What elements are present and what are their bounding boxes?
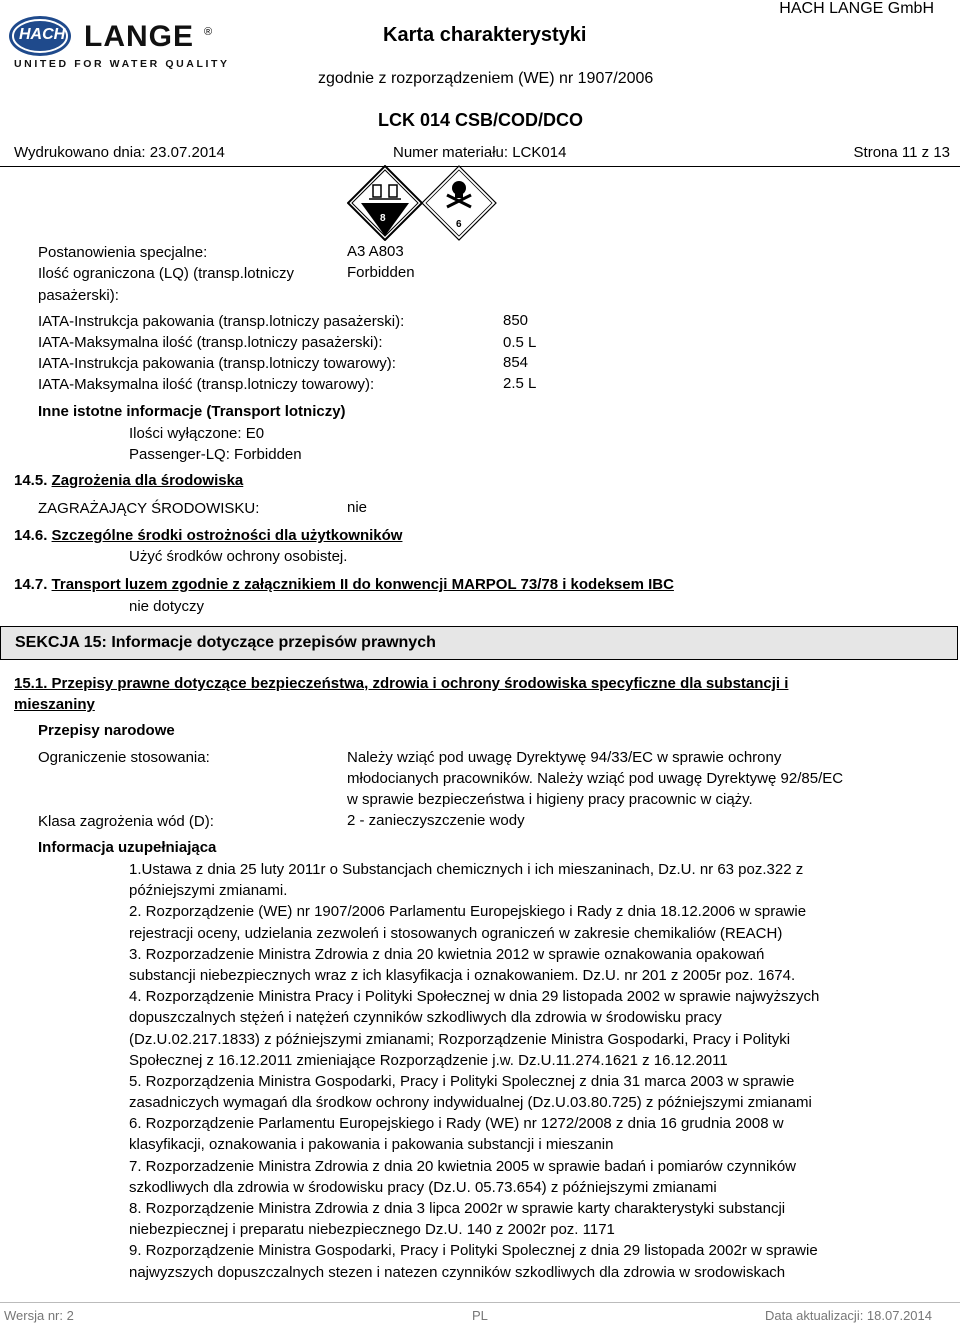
supplementary-line: Społecznej z 16.12.2011 zmieniające Rozporządzenie j.w. Dz.U.11.274.1621 z 16.12.2011 [129,1051,728,1069]
lq-label-2: pasażerski): [38,287,119,304]
section-15-1-line2: mieszaniny [14,696,95,713]
water-class-label: Klasa zagrożenia wód (D): [38,813,214,830]
user-precautions: Użyć środków ochrony osobistej. [129,548,348,565]
iata-label: IATA-Instrukcja pakowania (transp.lotniczy pasażerski): [38,313,405,330]
product-name: LCK 014 CSB/COD/DCO [378,110,584,130]
section-14-6-heading [14,526,402,546]
material-number: Numer materiału: LCK014 [393,144,567,161]
regulation: zgodnie z rozporządzeniem (WE) nr 1907/2006 [318,70,654,87]
section-15-heading: SEKCJA 15: Informacje dotyczące przepisów prawnych [15,634,436,651]
print-date: Wydrukowano dnia: 23.07.2014 [14,144,225,161]
national-regulations: Przepisy narodowe [38,722,175,739]
restriction-line: w sprawie bezpieczeństwa i higieny pracy pracownic w ciąży. [347,791,753,808]
section-title: Transport luzem zgodnie z załącznikiem II do konwencji MARPOL 73/78 i kodeksem IBC [51,576,674,593]
iata-label: IATA-Maksymalna ilość (transp.lotniczy towarowy): [38,376,375,393]
supplementary-line: 9. Rozporządzenie Ministra Gospodarki, Pracy i Polityki Spolecznej z dnia 29 listopada 2002r w sprawie [129,1242,818,1260]
supplementary-line: klasyfikacji, oznakowania i pakowania i pakowania substancji i mieszanin [129,1136,614,1154]
supplementary-heading: Informacja uzupełniająca [38,839,217,856]
supplementary-line: najwyzszych dopuszczalnych stezen i natezen czynników szkodliwych dla zdrowia w srodowiskach [129,1263,786,1281]
footer-version: Wersja nr: 2 [4,1308,74,1323]
footer-updated: Data aktualizacji: 18.07.2014 [765,1308,932,1323]
section-title: Szczególne środki ostrożności dla użytkowników [51,527,403,544]
supplementary-line: szkodliwych dla zdrowia w środowisku pracy (Dz.U. 05.73.654) z późniejszymi zmianami [129,1178,717,1196]
supplementary-line: późniejszymi zmianami. [129,882,288,900]
supplementary-line: zasadniczych wymagań dla środkow ochrony indywidualnej (Dz.U.03.80.725) z późniejszymi zmianami [129,1094,812,1112]
iata-label: IATA-Maksymalna ilość (transp.lotniczy pasażerski): [38,334,383,351]
brand-hach: HACH [19,26,66,43]
excepted-quantities: Ilości wyłączone: E0 [129,425,265,442]
marpol-text: nie dotyczy [129,598,205,615]
supplementary-line: 8. Rozporządzenie Ministra Zdrowia z dnia 3 lipca 2002r w sprawie karty charakterystyki substancji [129,1200,786,1217]
special-provisions-label: Postanowienia specjalne: [38,244,208,261]
iata-value: 0.5 L [503,334,537,351]
supplementary-line: 7. Rozporzadzenie Ministra Zdrowia z dnia 20 kwietnia 2005 w sprawie badań i pomiarów czynników [129,1157,796,1175]
restriction-line: Należy wziąć pod uwagę Dyrektywę 94/33/EC w sprawie ochrony [347,749,782,766]
env-hazard-label: ZAGRAŻAJĄCY ŚRODOWISKU: [38,500,260,517]
section-number: 14.7. [14,576,48,593]
iata-label: IATA-Instrukcja pakowania (transp.lotniczy towarowy): [38,355,396,372]
section-number: 14.6. [14,527,48,544]
lq-label-1: Ilość ograniczona (LQ) (transp.lotniczy [38,265,294,282]
restriction-line: młodocianych pracowników. Należy wziąć pod uwagę Dyrektywę 92/85/EC [347,770,844,787]
tagline: UNITED FOR WATER QUALITY [14,58,230,70]
special-provisions-value: A3 A803 [347,243,404,260]
footer-language: PL [472,1308,488,1323]
iata-value: 854 [503,354,529,371]
supplementary-line: niebezpiecznej i preparatu niebezpiecznego Dz.U. 140 z 2002r poz. 1171 [129,1221,615,1239]
supplementary-line: (Dz.U.02.217.1833) z późniejszymi zmianami; Rozporządzenie Ministra Gospodarki, Pracy i Polityki [129,1030,791,1048]
page-number: Strona 11 z 13 [853,144,950,161]
lq-value: Forbidden [347,264,415,281]
section-15-1-line1: 15.1. Przepisy prawne dotyczące bezpieczeństwa, zdrowia i ochrony środowiska specyficzne dla substancji i [14,675,789,692]
pictogram-number-6: 6 [456,219,462,230]
air-other-heading: Inne istotne informacje (Transport lotniczy) [38,403,346,420]
supplementary-line: dopuszczalnych stężeń i natężeń czynników szkodliwych dla zdrowia w środowisku pracy [129,1009,722,1027]
supplementary-line: 4. Rozporządzenie Ministra Pracy i Polityki Społecznej w dnia 29 listopada 2002 w sprawie najwyższych [129,988,820,1006]
water-class-value: 2 - zanieczyszczenie wody [347,812,525,829]
supplementary-line: 2. Rozporządzenie (WE) nr 1907/2006 Parlamentu Europejskiego i Rady z dnia 18.12.2006 w sprawie [129,903,807,921]
env-hazard-value: nie [347,499,368,516]
logo [8,14,230,70]
section-15-bar [0,626,958,660]
supplementary-line: 1.Ustawa z dnia 25 luty 2011r o Substancjach chemicznych i ich mieszaninach, Dz.U. nr 63 poz.322 z [129,861,804,878]
section-14-5-heading [14,471,243,491]
supplementary-line: 6. Rozporządzenie Parlamentu Europejskiego i Rady (WE) nr 1272/2008 z dnia 16 grudnia 2008 w [129,1115,784,1133]
section-14-7-heading [14,575,674,595]
iata-value: 2.5 L [503,375,537,392]
iata-value: 850 [503,312,529,329]
section-title: Zagrożenia dla środowiska [51,472,244,489]
supplementary-line: 5. Rozporządzenia Ministra Gospodarki, Pracy i Polityki Spolecznej z dnia 31 marca 2003 w sprawie [129,1072,795,1090]
passenger-lq: Passenger-LQ: Forbidden [129,446,302,463]
section-number: 14.5. [14,472,48,489]
brand-lange: LANGE [84,20,194,53]
supplementary-line: rejestracji oceny, udzielania zezwoleń i stosowanych ograniczeń w zakresie chemikaliów (REACH) [129,924,783,942]
pictogram-number-8: 8 [380,213,386,224]
supplementary-line: 3. Rozporzadzenie Ministra Zdrowia z dnia 20 kwietnia 2012 w sprawie oznakowania opakowań [129,945,765,963]
pictogram-toxic [421,165,497,241]
restriction-label: Ograniczenie stosowania: [38,749,210,766]
doc-title: Karta charakterystyki [383,24,587,46]
registered-icon: ® [204,26,213,38]
section-15-1-heading [14,674,788,715]
company-name: HACH LANGE GmbH [779,0,934,17]
supplementary-line: substancji niebezpiecznych wraz z ich klasyfikacja i oznakowaniem. Dz.U. nr 201 z 2005r poz. 1674. [129,966,796,984]
footer-rule [0,1302,960,1303]
restriction-text [347,748,843,811]
supplementary-list [129,860,819,1284]
pictogram-corrosive [347,165,423,241]
